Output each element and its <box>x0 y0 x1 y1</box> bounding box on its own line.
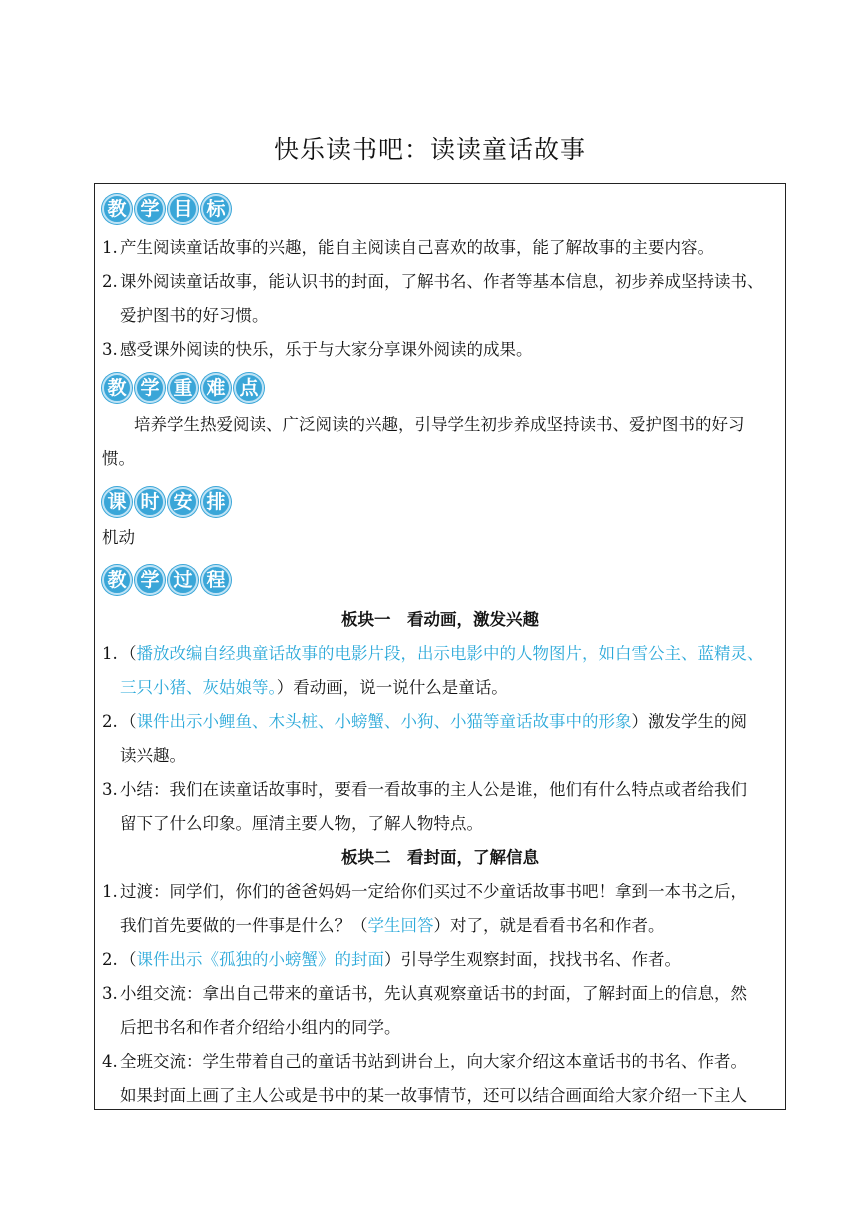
objectives-heading <box>102 194 234 224</box>
heading-char: 难 <box>201 373 231 403</box>
key-points-text-cont: 惯。 <box>102 449 135 468</box>
section-2-item-1-cont: 我们首先要做的一件事是什么？（学生回答）对了，就是看看书名和作者。 <box>120 916 665 935</box>
heading-char: 标 <box>201 194 231 224</box>
section-1-item-2: 2. （课件出示小鲤鱼、木头桩、小螃蟹、小狗、小猫等童话故事中的形象）激发学生的阅 <box>102 712 747 731</box>
process-heading <box>102 565 234 595</box>
heading-char: 学 <box>135 194 165 224</box>
schedule-text: 机动 <box>102 528 135 547</box>
objective-3: 3. 感受课外阅读的快乐，乐于与大家分享课外阅读的成果。 <box>102 340 533 359</box>
section-1-item-2-cont: 读兴趣。 <box>120 746 186 765</box>
heading-char: 程 <box>201 565 231 595</box>
heading-char: 安 <box>168 487 198 517</box>
objective-2-cont: 爱护图书的好习惯。 <box>120 306 269 325</box>
heading-char: 课 <box>102 487 132 517</box>
section-2-item-2: 2. （课件出示《孤独的小螃蟹》的封面）引导学生观察封面，找找书名、作者。 <box>102 950 681 969</box>
key-points-heading <box>102 373 267 403</box>
heading-char: 学 <box>135 565 165 595</box>
section-2-item-4-cont: 如果封面上画了主人公或是书中的某一故事情节，还可以结合画面给大家介绍一下主人 <box>120 1086 747 1105</box>
heading-char: 学 <box>135 373 165 403</box>
section-2-item-3: 3. 小组交流：拿出自己带来的童话书，先认真观察童话书的封面，了解封面上的信息，然 <box>102 984 747 1003</box>
schedule-heading <box>102 487 234 517</box>
objective-1: 1. 产生阅读童话故事的兴趣，能自主阅读自己喜欢的故事，能了解故事的主要内容。 <box>102 238 714 257</box>
section-2-item-4: 4. 全班交流：学生带着自己的童话书站到讲台上，向大家介绍这本童话书的书名、作者。 <box>102 1052 747 1071</box>
heading-char: 过 <box>168 565 198 595</box>
heading-char: 教 <box>102 373 132 403</box>
section-1-item-3-cont: 留下了什么印象。厘清主要人物，了解人物特点。 <box>120 814 483 833</box>
heading-char: 教 <box>102 565 132 595</box>
section-2-title: 板块二 看封面，了解信息 <box>341 848 539 867</box>
key-points-text: 培养学生热爱阅读、广泛阅读的兴趣，引导学生初步养成坚持读书、爱护图书的好习 <box>134 415 745 434</box>
heading-char: 排 <box>201 487 231 517</box>
section-1-item-3: 3. 小结：我们在读童话故事时，要看一看故事的主人公是谁，他们有什么特点或者给我们 <box>102 780 747 799</box>
heading-char: 时 <box>135 487 165 517</box>
heading-char: 目 <box>168 194 198 224</box>
section-2-item-3-cont: 后把书名和作者介绍给小组内的同学。 <box>120 1018 401 1037</box>
heading-char: 教 <box>102 194 132 224</box>
section-1-title: 板块一 看动画，激发兴趣 <box>341 610 539 629</box>
heading-char: 重 <box>168 373 198 403</box>
page-title: 快乐读书吧：读读童话故事 <box>273 135 586 164</box>
lesson-plan-table <box>94 183 786 1110</box>
section-1-item-1-cont: 三只小猪、灰姑娘等。）看动画，说一说什么是童话。 <box>120 678 508 697</box>
objective-2: 2. 课外阅读童话故事，能认识书的封面，了解书名、作者等基本信息，初步养成坚持读书、 <box>102 272 764 291</box>
heading-char: 点 <box>234 373 264 403</box>
section-2-item-1: 1. 过渡：同学们，你们的爸爸妈妈一定给你们买过不少童话故事书吧！拿到一本书之后， <box>102 882 747 901</box>
section-1-item-1: 1. （播放改编自经典童话故事的电影片段，出示电影中的人物图片，如白雪公主、蓝精灵、 <box>102 644 764 663</box>
